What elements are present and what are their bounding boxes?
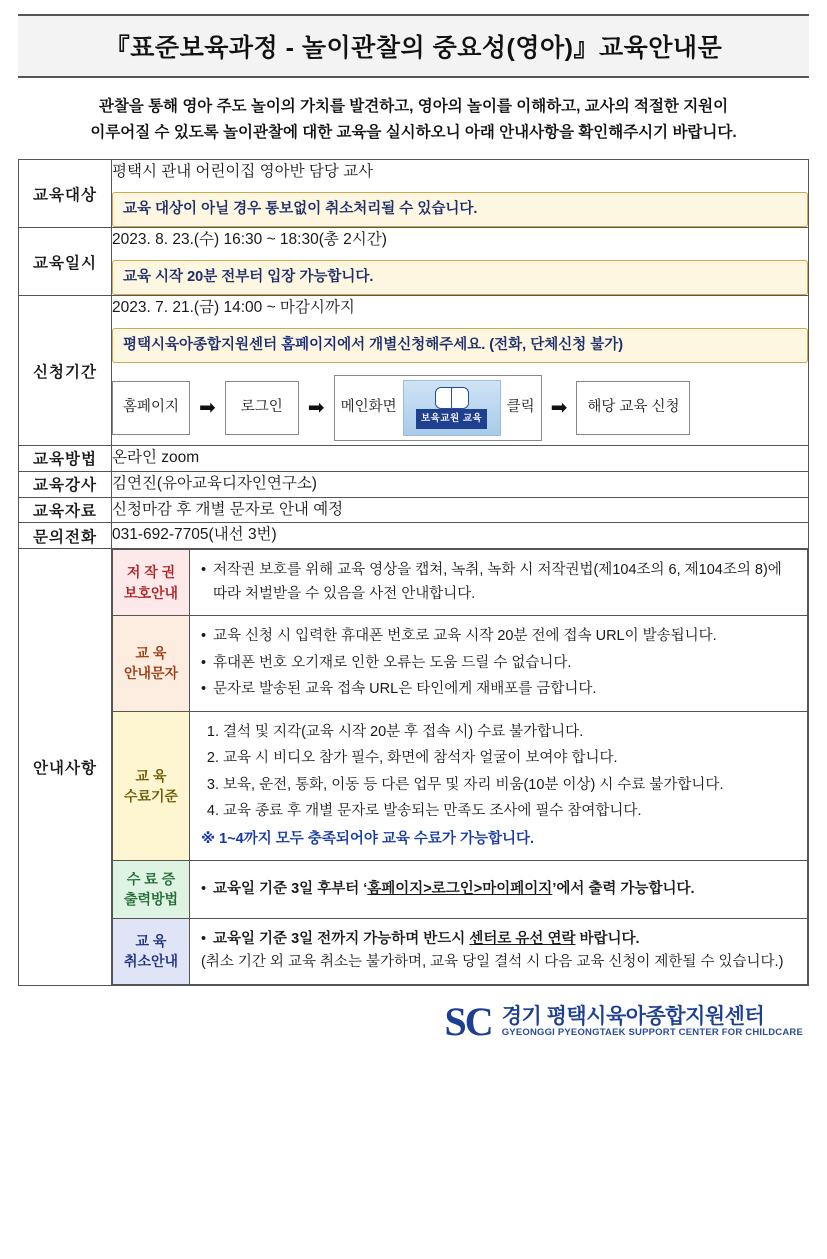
notice-row-copyright — [113, 550, 808, 616]
table-row-notice — [19, 549, 809, 985]
list-item: • 휴대폰 번호 오기재로 인한 오류는 도움 드릴 수 없습니다. — [201, 652, 796, 675]
apply-text: 2023. 7. 21.(금) 14:00 ~ 마감시까지 — [112, 299, 355, 317]
notice-body-completion — [190, 711, 808, 860]
notice-category-copyright-line2: 보호안내 — [123, 584, 179, 601]
notice-row-sms — [113, 616, 808, 711]
flow-step-mainscreen — [334, 375, 542, 441]
notice-category-copyright — [113, 550, 190, 616]
list-item: 1. 결석 및 지각(교육 시작 20분 후 접속 시) 수료 불가합니다. — [223, 721, 796, 744]
document-page — [0, 14, 827, 1259]
cancel-text-post: 바랍니다. — [575, 930, 640, 947]
flow-step-register: 해당 교육 신청 — [576, 381, 690, 434]
page-title-banner — [18, 14, 809, 78]
list-item: 3. 보육, 운전, 통화, 이동 등 다른 업무 및 자리 비움(10분 이상) 시 수료 불가합니다. — [223, 774, 796, 797]
datetime-note: 교육 시작 20분 전부터 입장 가능합니다. — [112, 260, 808, 295]
arrow-right-icon-3: ➡ — [550, 397, 568, 420]
list-item — [201, 878, 796, 901]
notice-category-certificate-line1: 수 료 증 — [126, 871, 176, 888]
target-text: 평택시 관내 어린이집 영아반 담당 교사 — [112, 163, 374, 181]
row-content-notice — [112, 549, 809, 985]
table-row-phone — [19, 523, 809, 549]
notice-category-completion-line2: 수료기준 — [123, 787, 179, 804]
certificate-text-post: ’에서 출력 가능합니다. — [552, 880, 695, 897]
row-content-target — [112, 160, 809, 228]
notice-category-cancel — [113, 918, 190, 984]
apply-note — [112, 328, 808, 363]
application-flow-diagram — [112, 375, 808, 441]
notice-category-sms-line2: 안내문자 — [123, 665, 179, 682]
page-title: 『표준보육과정 - 놀이관찰의 중요성(영아)』교육안내문 — [104, 34, 723, 62]
arrow-right-icon-1: ➡ — [199, 397, 216, 420]
notice-body-certificate — [190, 861, 808, 919]
center-logo-icon: SC — [444, 998, 492, 1044]
notice-category-certificate — [113, 861, 190, 919]
row-content-material: 신청마감 후 개별 문자로 안내 예정 — [112, 497, 809, 523]
list-item — [201, 928, 796, 951]
list-item: • 교육 신청 시 입력한 휴대폰 번호로 교육 시작 20분 전에 접속 URL이 발송됩니다. — [201, 625, 796, 648]
logo-main-text: 경기 평택시육아종합지원센터 — [501, 1004, 765, 1028]
notice-category-cancel-line1: 교 육 — [135, 932, 167, 949]
completion-star-note: ※ 1~4까지 모두 충족되어야 교육 수료가 가능합니다. — [201, 830, 535, 847]
target-note: 교육 대상이 아닐 경우 통보없이 취소처리될 수 있습니다. — [112, 192, 808, 227]
row-label-method: 교육방법 — [19, 446, 112, 472]
flow-step-homepage: 홈페이지 — [112, 381, 190, 434]
childcare-training-banner — [403, 380, 501, 436]
table-row-datetime — [19, 228, 809, 296]
cancel-sub-note: (취소 기간 외 교육 취소는 불가하며, 교육 당일 결석 시 다음 교육 신청이 제한될 수 있습니다.) — [201, 954, 784, 971]
row-label-lecturer: 교육강사 — [19, 471, 112, 497]
flow-step-click-label: 클릭 — [506, 399, 535, 416]
intro-paragraph — [18, 78, 809, 159]
info-table — [18, 159, 809, 986]
footer-logo — [18, 986, 809, 1058]
row-content-datetime — [112, 228, 809, 296]
row-content-lecturer: 김연진(유아교육디자인연구소) — [112, 471, 809, 497]
logo-sub-text: GYEONGGI PYEONGTAEK SUPPORT CENTER FOR CHILDCARE — [501, 1027, 803, 1038]
banner-label: 보육교원 교육 — [416, 409, 487, 428]
notice-row-certificate — [113, 861, 808, 919]
table-row-material — [19, 497, 809, 523]
row-content-phone: 031-692-7705(내선 3번) — [112, 523, 809, 549]
notice-category-certificate-line2: 출력방법 — [123, 891, 179, 908]
flow-step-login: 로그인 — [225, 381, 299, 434]
apply-note-post: 에서 개별신청해주세요. (전화, 단체신청 불가) — [337, 336, 624, 353]
certificate-text-pre: 교육일 기준 3일 후부터 ‘ — [213, 880, 368, 897]
list-item: 4. 교육 종료 후 개별 문자로 발송되는 만족도 조사에 필수 참여합니다. — [223, 800, 796, 823]
notice-category-sms — [113, 616, 190, 711]
table-row-method — [19, 446, 809, 472]
arrow-right-icon-2: ➡ — [307, 397, 325, 420]
notice-category-copyright-line1: 저 작 권 — [126, 564, 176, 581]
intro-line-1: 관찰을 통해 영아 주도 놀이의 가치를 발견하고, 영아의 놀이를 이해하고, 교사의 적절한 지원이 — [98, 98, 729, 115]
logo-text-block — [502, 1005, 803, 1039]
row-label-target: 교육대상 — [19, 160, 112, 228]
list-item: • 문자로 발송된 교육 접속 URL은 타인에게 재배포를 금합니다. — [201, 678, 796, 701]
sms-bullet-list — [201, 625, 796, 701]
notice-row-cancel — [113, 918, 808, 984]
apply-note-homepage: 홈페이지 — [281, 336, 338, 353]
notice-row-completion — [113, 711, 808, 860]
row-label-datetime: 교육일시 — [19, 228, 112, 296]
certificate-bullet-list — [201, 878, 796, 901]
row-label-apply: 신청기간 — [19, 296, 112, 446]
completion-numbered-list — [201, 721, 796, 824]
notice-category-sms-line1: 교 육 — [135, 645, 167, 662]
cancel-text-pre: 교육일 기준 3일 전까지 가능하며 반드시 — [213, 930, 470, 947]
notice-category-cancel-line2: 취소안내 — [123, 953, 179, 970]
table-row-apply — [19, 296, 809, 446]
row-content-apply — [112, 296, 809, 446]
list-item: 2. 교육 시 비디오 참가 필수, 화면에 참석자 얼굴이 보여야 합니다. — [223, 747, 796, 770]
notice-category-completion — [113, 711, 190, 860]
apply-note-pre: 평택시육아종합지원센터 — [123, 336, 282, 353]
cancel-bullet-list — [201, 928, 796, 951]
datetime-text: 2023. 8. 23.(수) 16:30 ~ 18:30(총 2시간) — [112, 231, 387, 249]
row-label-notice: 안내사항 — [19, 549, 112, 985]
row-content-method: 온라인 zoom — [112, 446, 809, 472]
list-item: • 저작권 보호를 위해 교육 영상을 캡쳐, 녹취, 녹화 시 저작권법(제104조의 6, 제104조의 8)에 따라 처벌받을 수 있음을 사전 안내합니다. — [201, 559, 796, 606]
certificate-path: 홈페이지>로그인>마이페이지 — [367, 880, 553, 897]
intro-line-2: 이루어질 수 있도록 놀이관찰에 대한 교육을 실시하오니 아래 안내사항을 확인해주시기 바랍니다. — [90, 123, 737, 141]
copyright-bullet-list — [201, 559, 796, 606]
notice-body-copyright — [190, 550, 808, 616]
flow-step-mainscreen-label: 메인화면 — [340, 399, 397, 416]
table-row-lecturer — [19, 471, 809, 497]
notice-table — [112, 549, 808, 984]
book-icon — [435, 387, 469, 407]
row-label-phone: 문의전화 — [19, 523, 112, 549]
notice-body-sms — [190, 616, 808, 711]
table-row-target — [19, 160, 809, 228]
cancel-contact-emphasis: 센터로 유선 연락 — [469, 930, 576, 947]
notice-category-completion-line1: 교 육 — [135, 767, 167, 784]
row-label-material: 교육자료 — [19, 497, 112, 523]
notice-body-cancel — [190, 918, 808, 984]
